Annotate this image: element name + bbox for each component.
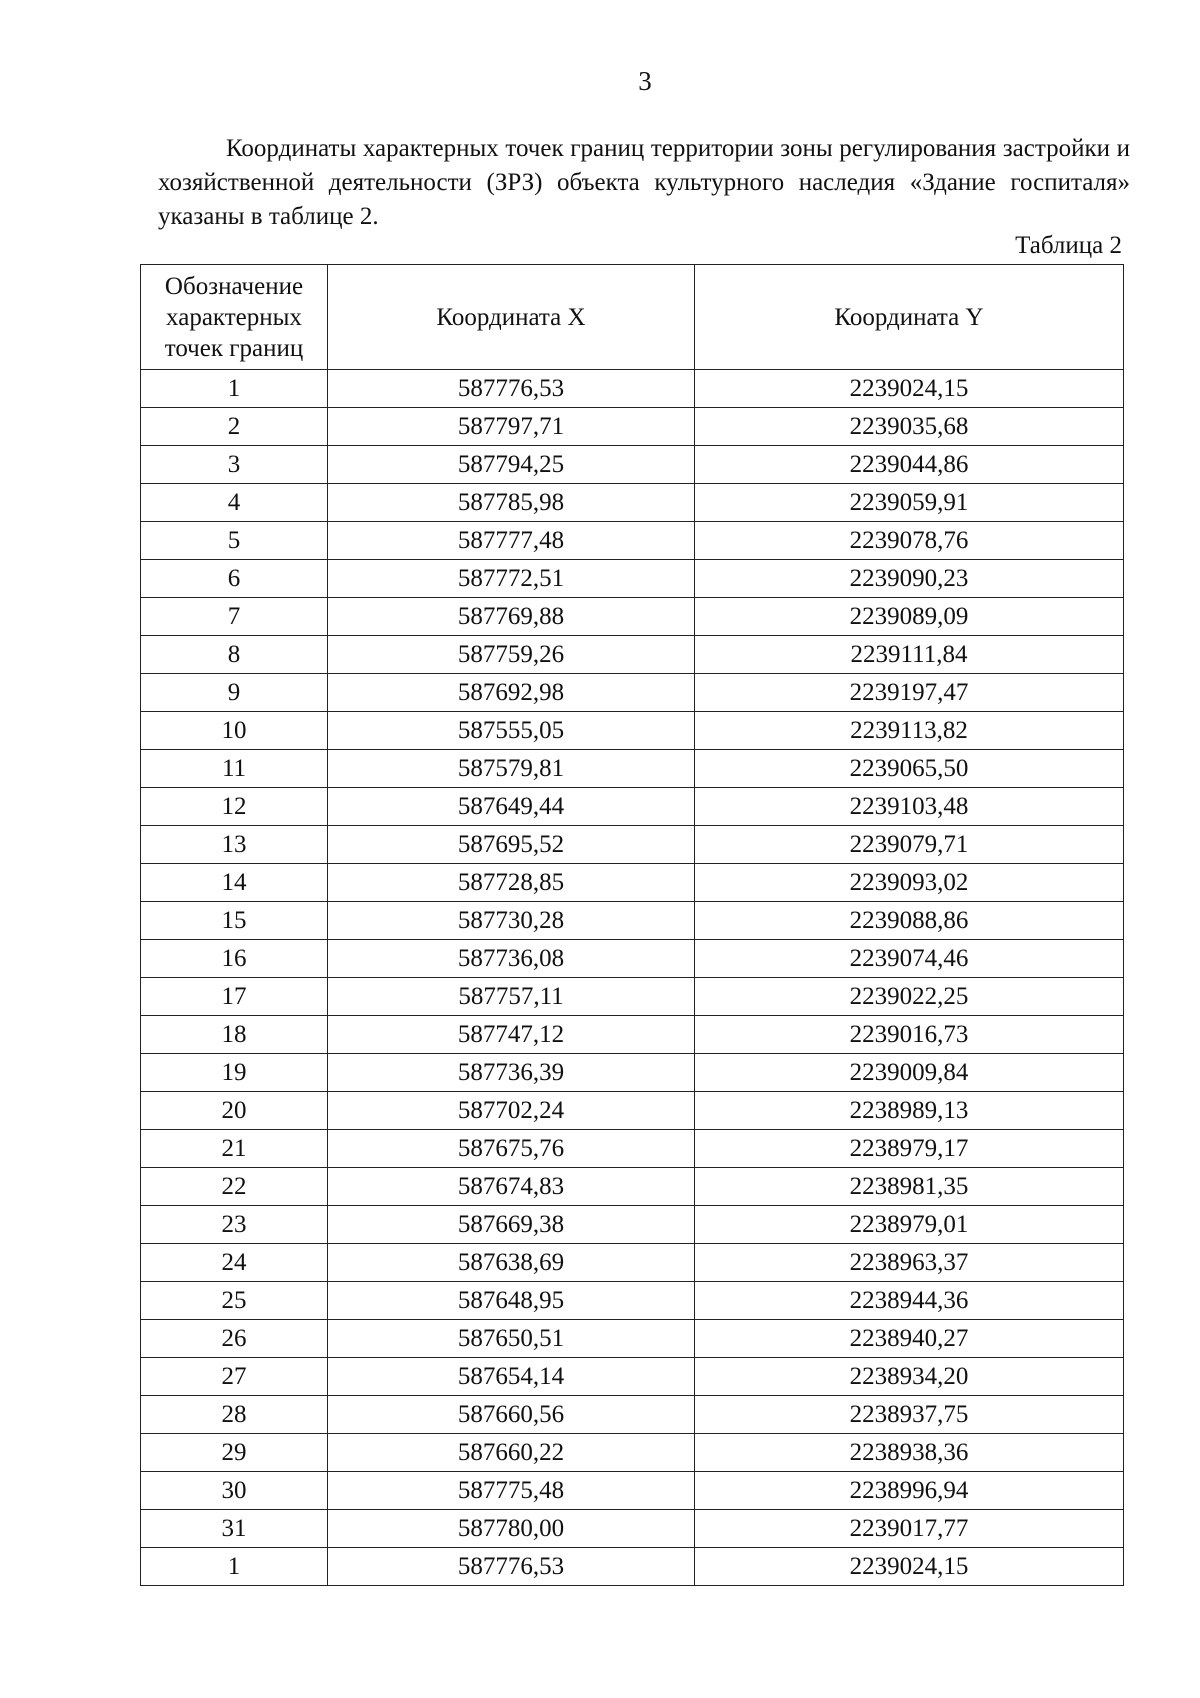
coordinate-x-cell: 587769,88 — [328, 598, 695, 636]
table-row — [141, 1168, 1124, 1206]
coordinate-x-cell: 587785,98 — [328, 484, 695, 522]
coordinate-y-cell: 2239009,84 — [695, 1054, 1124, 1092]
point-number-cell: 13 — [141, 826, 328, 864]
coordinate-x-cell: 587747,12 — [328, 1016, 695, 1054]
point-number-cell: 30 — [141, 1472, 328, 1510]
point-number-cell: 8 — [141, 636, 328, 674]
table-row — [141, 1244, 1124, 1282]
point-number-cell: 14 — [141, 864, 328, 902]
coordinate-x-cell: 587654,14 — [328, 1358, 695, 1396]
coordinate-x-cell: 587728,85 — [328, 864, 695, 902]
coordinate-y-cell: 2238996,94 — [695, 1472, 1124, 1510]
table-row — [141, 1054, 1124, 1092]
table-row — [141, 750, 1124, 788]
coordinate-x-cell: 587797,71 — [328, 408, 695, 446]
point-number-cell: 20 — [141, 1092, 328, 1130]
point-number-cell: 31 — [141, 1510, 328, 1548]
table-row — [141, 788, 1124, 826]
point-number-cell: 7 — [141, 598, 328, 636]
point-number-cell: 25 — [141, 1282, 328, 1320]
coordinate-y-cell: 2238989,13 — [695, 1092, 1124, 1130]
coordinate-y-cell: 2239088,86 — [695, 902, 1124, 940]
table-row — [141, 1358, 1124, 1396]
coordinate-x-cell: 587730,28 — [328, 902, 695, 940]
point-number-cell: 12 — [141, 788, 328, 826]
header-coordinate-x: Координата X — [328, 265, 695, 370]
table-row — [141, 826, 1124, 864]
coordinate-x-cell: 587674,83 — [328, 1168, 695, 1206]
point-number-cell: 3 — [141, 446, 328, 484]
point-number-cell: 15 — [141, 902, 328, 940]
coordinate-y-cell: 2239078,76 — [695, 522, 1124, 560]
coordinate-x-cell: 587660,22 — [328, 1434, 695, 1472]
coordinate-y-cell: 2239024,15 — [695, 370, 1124, 408]
point-number-cell: 1 — [141, 370, 328, 408]
coordinate-y-cell: 2238979,01 — [695, 1206, 1124, 1244]
point-number-cell: 28 — [141, 1396, 328, 1434]
table-body — [141, 370, 1124, 1586]
table-row — [141, 370, 1124, 408]
coordinate-y-cell: 2238963,37 — [695, 1244, 1124, 1282]
coordinate-y-cell: 2239113,82 — [695, 712, 1124, 750]
coordinate-x-cell: 587638,69 — [328, 1244, 695, 1282]
point-number-cell: 21 — [141, 1130, 328, 1168]
intro-paragraph: Координаты характерных точек границ территории зоны регулирования застройки и хозяйственной деятельности (ЗРЗ) объекта культурного наследия «Здание госпиталя» указаны в таблице 2. — [158, 135, 1130, 230]
coordinate-y-cell: 2239093,02 — [695, 864, 1124, 902]
coordinate-x-cell: 587669,38 — [328, 1206, 695, 1244]
point-number-cell: 2 — [141, 408, 328, 446]
coordinate-y-cell: 2239035,68 — [695, 408, 1124, 446]
coordinate-x-cell: 587776,53 — [328, 370, 695, 408]
coordinate-x-cell: 587736,08 — [328, 940, 695, 978]
table-row — [141, 1206, 1124, 1244]
coordinate-y-cell: 2238979,17 — [695, 1130, 1124, 1168]
coordinate-y-cell: 2238944,36 — [695, 1282, 1124, 1320]
table-row — [141, 598, 1124, 636]
table-row — [141, 408, 1124, 446]
coordinate-x-cell: 587757,11 — [328, 978, 695, 1016]
table-caption: Таблица 2 — [1015, 232, 1122, 259]
coordinate-x-cell: 587555,05 — [328, 712, 695, 750]
coordinate-y-cell: 2239074,46 — [695, 940, 1124, 978]
coordinate-y-cell: 2238981,35 — [695, 1168, 1124, 1206]
coordinates-table — [140, 264, 1124, 1586]
coordinate-y-cell: 2239065,50 — [695, 750, 1124, 788]
table-row — [141, 1472, 1124, 1510]
coordinate-y-cell: 2239089,09 — [695, 598, 1124, 636]
coordinate-x-cell: 587772,51 — [328, 560, 695, 598]
coordinate-x-cell: 587660,56 — [328, 1396, 695, 1434]
coordinate-y-cell: 2239090,23 — [695, 560, 1124, 598]
point-number-cell: 26 — [141, 1320, 328, 1358]
table-row — [141, 864, 1124, 902]
point-number-cell: 24 — [141, 1244, 328, 1282]
table-row — [141, 446, 1124, 484]
point-number-cell: 11 — [141, 750, 328, 788]
coordinate-x-cell: 587780,00 — [328, 1510, 695, 1548]
header-point-designation: Обозначение характерных точек границ — [141, 265, 328, 370]
table-header-row — [141, 265, 1124, 370]
coordinate-y-cell: 2238940,27 — [695, 1320, 1124, 1358]
point-number-cell: 29 — [141, 1434, 328, 1472]
table-row — [141, 636, 1124, 674]
page-number: 3 — [638, 66, 652, 96]
point-number-cell: 10 — [141, 712, 328, 750]
coordinate-x-cell: 587675,76 — [328, 1130, 695, 1168]
point-number-cell: 6 — [141, 560, 328, 598]
point-number-cell: 18 — [141, 1016, 328, 1054]
table-row — [141, 484, 1124, 522]
coordinate-x-cell: 587775,48 — [328, 1472, 695, 1510]
coordinate-x-cell: 587695,52 — [328, 826, 695, 864]
point-number-cell: 1 — [141, 1548, 328, 1586]
table-row — [141, 902, 1124, 940]
coordinate-y-cell: 2239103,48 — [695, 788, 1124, 826]
table-row — [141, 674, 1124, 712]
coordinate-y-cell: 2238937,75 — [695, 1396, 1124, 1434]
coordinate-y-cell: 2239022,25 — [695, 978, 1124, 1016]
header-coordinate-y: Координата Y — [695, 265, 1124, 370]
point-number-cell: 4 — [141, 484, 328, 522]
table-row — [141, 1396, 1124, 1434]
coordinate-x-cell: 587776,53 — [328, 1548, 695, 1586]
coordinate-y-cell: 2239044,86 — [695, 446, 1124, 484]
coordinate-x-cell: 587648,95 — [328, 1282, 695, 1320]
point-number-cell: 17 — [141, 978, 328, 1016]
coordinate-y-cell: 2239079,71 — [695, 826, 1124, 864]
point-number-cell: 16 — [141, 940, 328, 978]
table-row — [141, 1548, 1124, 1586]
table-row — [141, 1434, 1124, 1472]
coordinate-y-cell: 2239111,84 — [695, 636, 1124, 674]
coordinate-x-cell: 587736,39 — [328, 1054, 695, 1092]
coordinate-y-cell: 2238938,36 — [695, 1434, 1124, 1472]
coordinate-y-cell: 2239197,47 — [695, 674, 1124, 712]
coordinate-x-cell: 587759,26 — [328, 636, 695, 674]
coordinate-x-cell: 587579,81 — [328, 750, 695, 788]
table-row — [141, 1320, 1124, 1358]
point-number-cell: 22 — [141, 1168, 328, 1206]
point-number-cell: 9 — [141, 674, 328, 712]
point-number-cell: 5 — [141, 522, 328, 560]
coordinate-y-cell: 2239016,73 — [695, 1016, 1124, 1054]
table-row — [141, 712, 1124, 750]
coordinate-y-cell: 2239017,77 — [695, 1510, 1124, 1548]
coordinate-y-cell: 2238934,20 — [695, 1358, 1124, 1396]
coordinate-x-cell: 587777,48 — [328, 522, 695, 560]
table-row — [141, 1130, 1124, 1168]
coordinate-x-cell: 587794,25 — [328, 446, 695, 484]
coordinate-x-cell: 587692,98 — [328, 674, 695, 712]
point-number-cell: 27 — [141, 1358, 328, 1396]
table-row — [141, 560, 1124, 598]
table-row — [141, 1092, 1124, 1130]
point-number-cell: 23 — [141, 1206, 328, 1244]
table-row — [141, 978, 1124, 1016]
table-row — [141, 940, 1124, 978]
point-number-cell: 19 — [141, 1054, 328, 1092]
coordinate-x-cell: 587702,24 — [328, 1092, 695, 1130]
coordinate-x-cell: 587649,44 — [328, 788, 695, 826]
table-row — [141, 1510, 1124, 1548]
coordinate-x-cell: 587650,51 — [328, 1320, 695, 1358]
table-row — [141, 1016, 1124, 1054]
table-row — [141, 522, 1124, 560]
coordinate-y-cell: 2239059,91 — [695, 484, 1124, 522]
table-row — [141, 1282, 1124, 1320]
coordinate-y-cell: 2239024,15 — [695, 1548, 1124, 1586]
